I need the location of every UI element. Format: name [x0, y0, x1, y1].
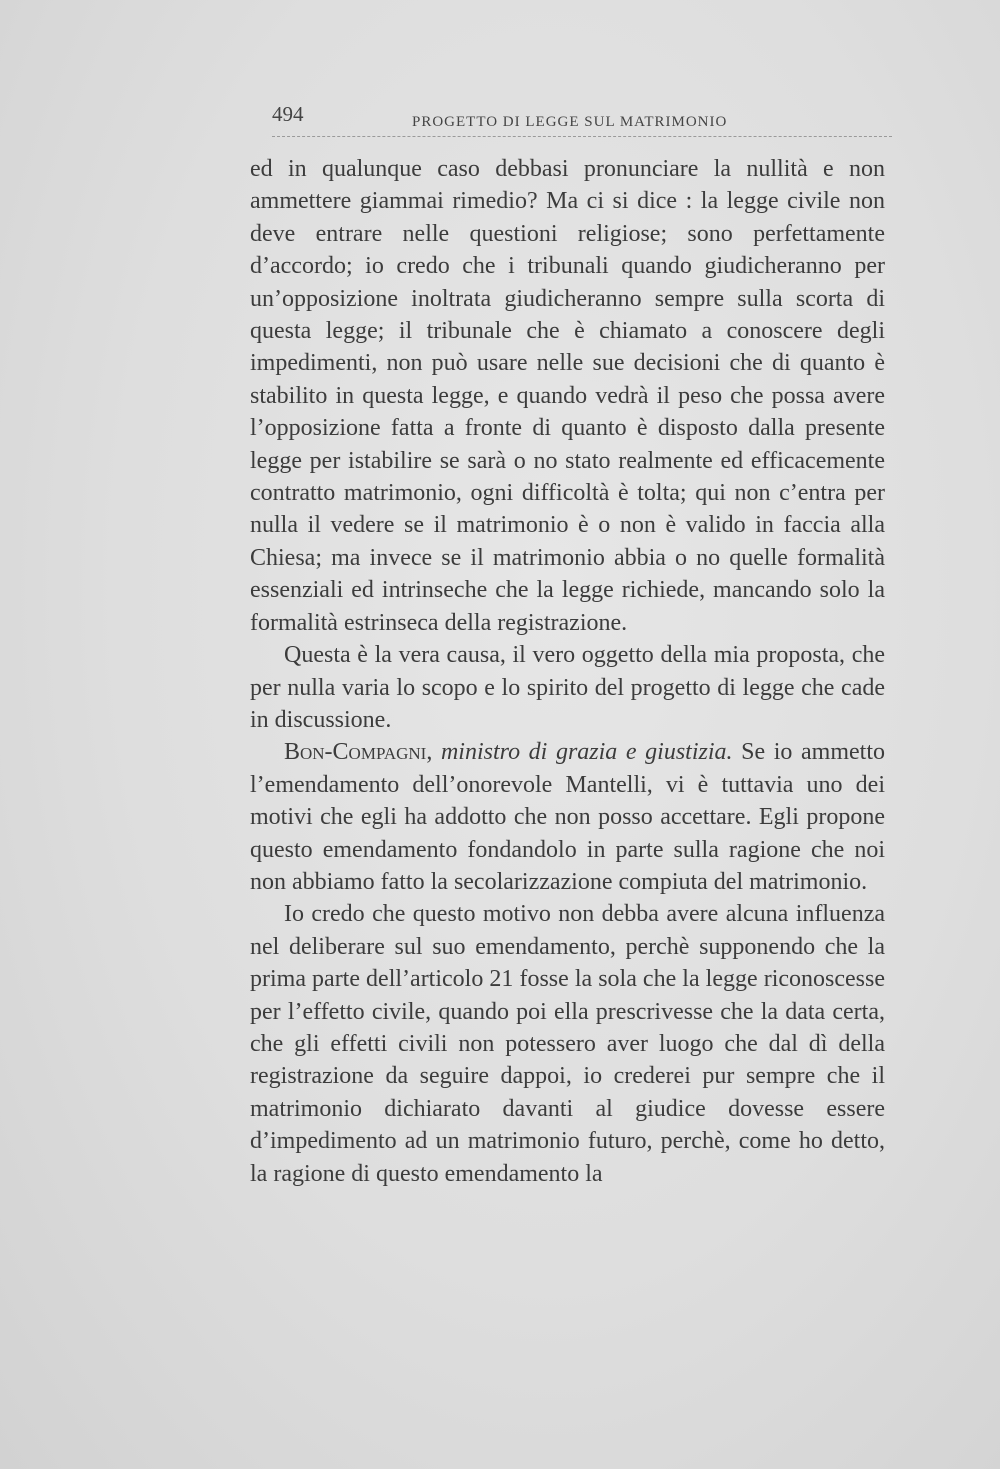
running-header [272, 102, 892, 137]
speech-text: Se io ammetto l’emendamento dell’onorevole Mantelli, vi è tuttavia uno dei motivi che egli ha addotto che non posso accettare. Egli propone questo emendamento fondandolo in parte sulla ragione che noi non abbiamo fatto la secolarizzazione compiuta del matrimonio. [250, 739, 885, 895]
page-number: 494 [272, 102, 304, 126]
paragraph-proposal: Questa è la vera causa, il vero oggetto della mia proposta, che per nulla varia lo scopo e lo spirito del progetto di legge che cade in discussione. [250, 642, 885, 733]
paragraph-minister-speech [250, 736, 885, 898]
running-title: PROGETTO DI LEGGE SUL MATRIMONIO [412, 114, 728, 130]
paragraph-argument: Io credo che questo motivo non debba avere alcuna influenza nel deliberare sul suo emendamento, perchè supponendo che la prima parte dell’articolo 21 fosse la sola che la legge riconoscesse per l’effetto civile, quando poi ella prescrivesse che la data certa, che gli effetti civili non potessero aver luogo che dal dì della registrazione da seguire dappoi, io crederei pur sempre che il matrimonio dichiarato davanti al giudice dovesse essere d’impedimento ad un matrimonio futuro, perchè, come ho detto, la ragione di questo emendamento la [250, 901, 885, 1187]
speaker-name: Bon-Compagni, [284, 739, 433, 766]
body-text [250, 153, 885, 1190]
speaker-role: ministro di grazia e giustizia. [440, 739, 733, 766]
paragraph-continued: ed in qualunque caso debbasi pronunciare la nullità e non ammettere giammai rimedio? Ma ci si dice : la legge civile non deve entrare nelle questioni religiose; sono perfettamente d’accordo; io credo che i tribunali quando giudicheranno per un’opposizione inoltrata giudicheranno sempre sulla scorta di questa legge; il tribunale che è chiamato a conoscere degli impedimenti, non può usare nelle sue decisioni che di quanto è stabilito in questa legge, e quando vedrà il peso che possa avere l’opposizione fatta a fronte di quanto è disposto dalla presente legge per istabilire se sarà o no stato realmente ed efficacemente contratto matrimonio, ogni difficoltà è tolta; qui non c’entra per nulla il vedere se il matrimonio è o non è valido in faccia alla Chiesa; ma invece se il matrimonio abbia o no quelle formalità essenziali ed intrinseche che la legge richiede, mancando solo la formalità estrinseca della registrazione. [250, 156, 885, 636]
